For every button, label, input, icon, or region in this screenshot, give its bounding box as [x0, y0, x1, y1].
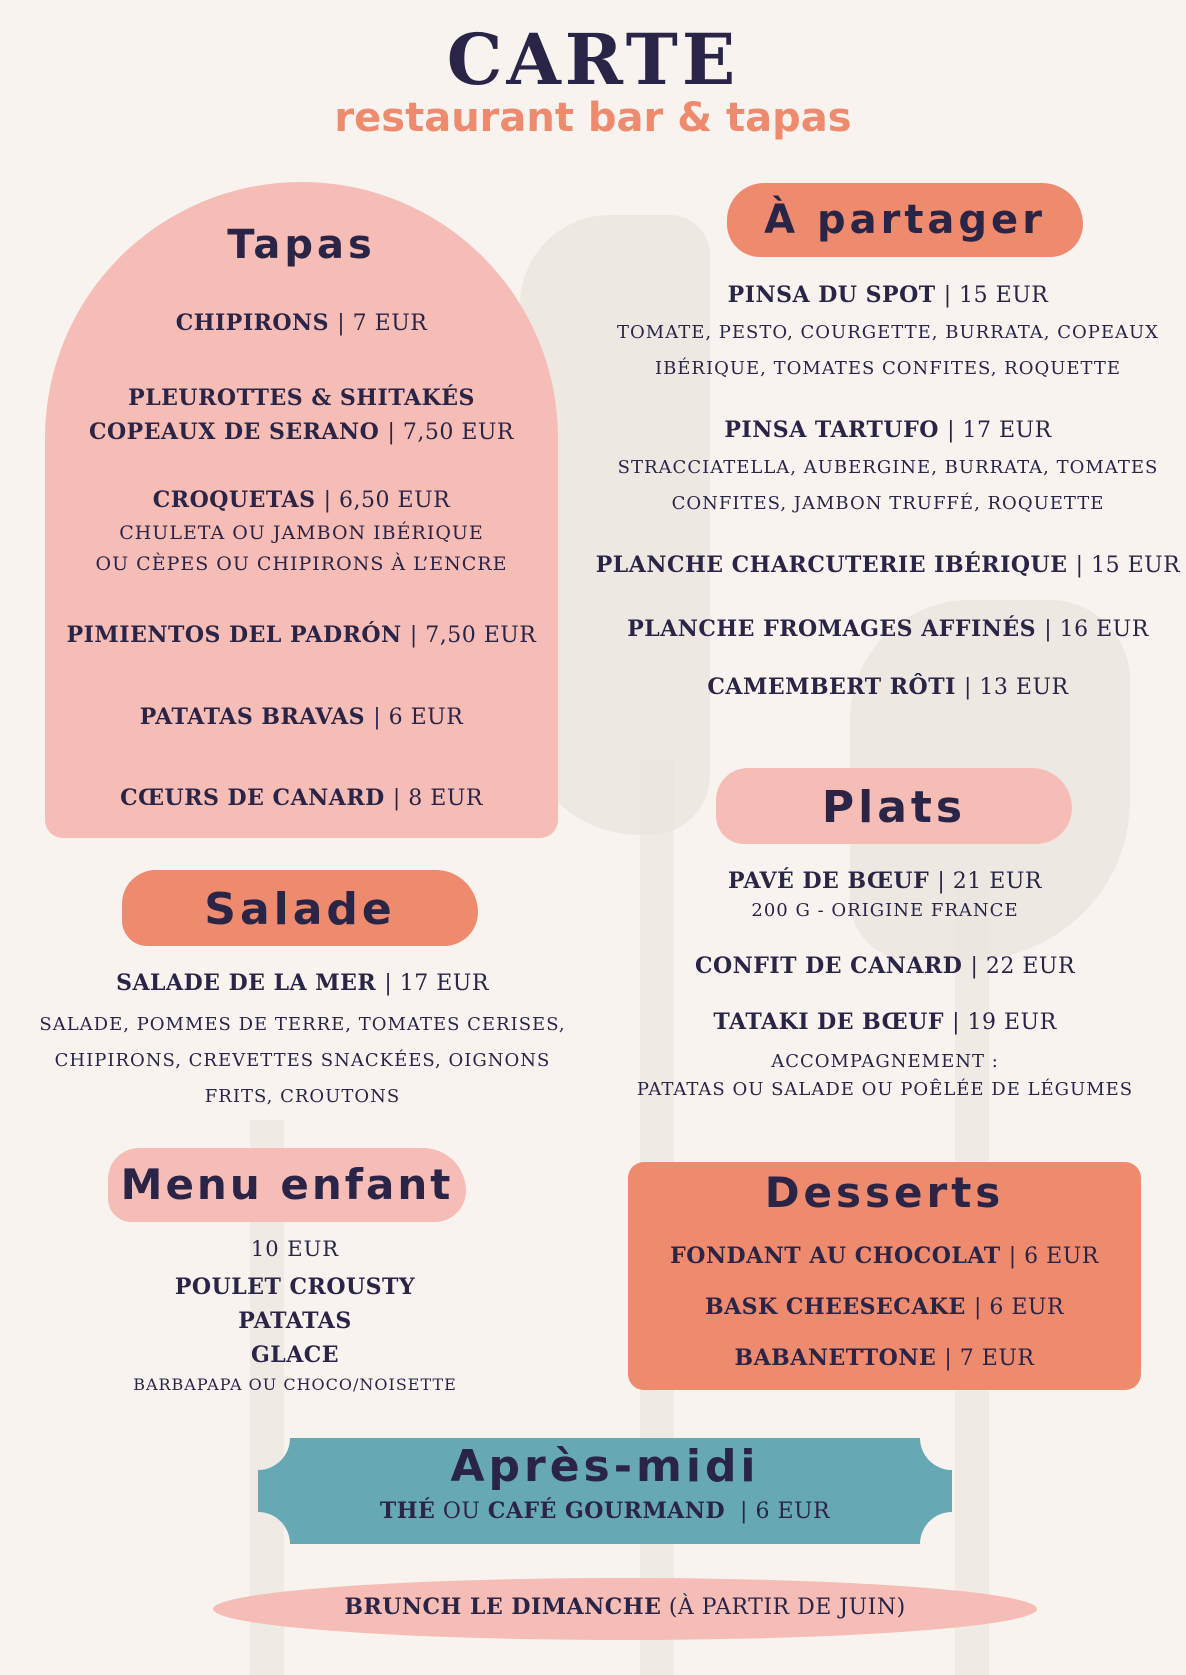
menu-item: CAMEMBERT RÔTI | 13 EUR [707, 674, 1069, 700]
apres-midi-title: Après-midi [450, 1441, 760, 1492]
menu-item: PAVÉ DE BŒUF | 21 EUR [728, 868, 1042, 894]
menu-item: PATATAS BRAVAS | 6 EUR [139, 704, 464, 730]
page-subtitle: restaurant bar & tapas [334, 95, 852, 141]
brunch-note: (À PARTIR DE JUIN) [668, 1595, 906, 1620]
cafe-label: CAFÉ GOURMAND [487, 1498, 726, 1524]
item-description: TOMATE, PESTO, COURGETTE, BURRATA, COPEAUX [617, 322, 1159, 343]
item-description: SALADE, POMMES DE TERRE, TOMATES CERISES, [39, 1014, 566, 1035]
tapas-title: Tapas [227, 222, 376, 268]
plats-list [590, 864, 1180, 1104]
item-description: BARBAPAPA OU CHOCO/NOISETTE [133, 1375, 457, 1394]
menu-item: PATATAS [238, 1308, 352, 1334]
item-description: 200 G - ORIGINE FRANCE [751, 900, 1019, 921]
salade-title: Salade [204, 884, 396, 935]
menu-item: PINSA TARTUFO | 17 EUR [724, 417, 1052, 443]
menu-item: TATAKI DE BŒUF | 19 EUR [713, 1009, 1057, 1035]
accompaniment-options: PATATAS OU SALADE OU POÊLÉE DE LÉGUMES [636, 1079, 1134, 1100]
a-partager-list [590, 278, 1186, 705]
menu-item: PLEUROTTES & SHITAKÉS [128, 385, 475, 411]
menu-item: COPEAUX DE SERANO | 7,50 EUR [89, 419, 514, 445]
plats-title: Plats [821, 782, 967, 833]
item-description: CHIPIRONS, CREVETTES SNACKÉES, OIGNONS [54, 1050, 551, 1071]
menu-item: CŒURS DE CANARD | 8 EUR [120, 785, 483, 811]
menu-enfant-price: 10 EUR [250, 1237, 340, 1261]
page-title: CARTE [446, 18, 740, 101]
menu-item: BABANETTONE | 7 EUR [734, 1345, 1035, 1371]
salade-section [30, 966, 575, 1115]
menu-item: CROQUETAS | 6,50 EUR [152, 487, 451, 513]
or-label: OU [442, 1499, 481, 1524]
item-description: IBÉRIQUE, TOMATES CONFITES, ROQUETTE [654, 358, 1122, 379]
menu-item: GLACE [250, 1342, 340, 1368]
menu-item: PLANCHE CHARCUTERIE IBÉRIQUE | 15 EUR [595, 552, 1181, 578]
the-label: THÉ [379, 1498, 436, 1524]
a-partager-title: À partager [764, 197, 1046, 243]
item-description: STRACCIATELLA, AUBERGINE, BURRATA, TOMATES [617, 457, 1159, 478]
brunch-text [213, 1594, 1037, 1620]
brunch-label: BRUNCH LE DIMANCHE [344, 1594, 662, 1620]
item-description: OU CÈPES OU CHIPIRONS À L’ENCRE [95, 553, 508, 575]
menu-item: SALADE DE LA MER | 17 EUR [116, 970, 489, 996]
menu-item: FONDANT AU CHOCOLAT | 6 EUR [670, 1243, 1099, 1269]
menu-item: BASK CHEESECAKE | 6 EUR [704, 1294, 1065, 1320]
item-description: FRITS, CROUTONS [204, 1086, 401, 1107]
item-description: CONFITES, JAMBON TRUFFÉ, ROQUETTE [671, 493, 1105, 514]
menu-item: PIMIENTOS DEL PADRÓN | 7,50 EUR [66, 622, 537, 648]
menu-item: CHIPIRONS | 7 EUR [175, 310, 428, 336]
desserts-list [628, 1239, 1141, 1376]
desserts-title: Desserts [764, 1168, 1005, 1217]
item-description: CHULETA OU JAMBON IBÉRIQUE [119, 522, 484, 544]
menu-enfant-section [45, 1232, 545, 1398]
menu-item: PLANCHE FROMAGES AFFINÉS | 16 EUR [627, 616, 1149, 642]
menu-enfant-title: Menu enfant [120, 1160, 454, 1209]
menu-item: POULET CROUSTY [174, 1274, 416, 1300]
tapas-list [45, 306, 558, 816]
apres-midi-price: | 6 EUR [740, 1499, 831, 1524]
accompaniment-label: ACCOMPAGNEMENT : [771, 1051, 999, 1072]
menu-item: PINSA DU SPOT | 15 EUR [727, 282, 1049, 308]
menu-item: CONFIT DE CANARD | 22 EUR [694, 953, 1076, 979]
apres-midi-offer [258, 1498, 952, 1524]
